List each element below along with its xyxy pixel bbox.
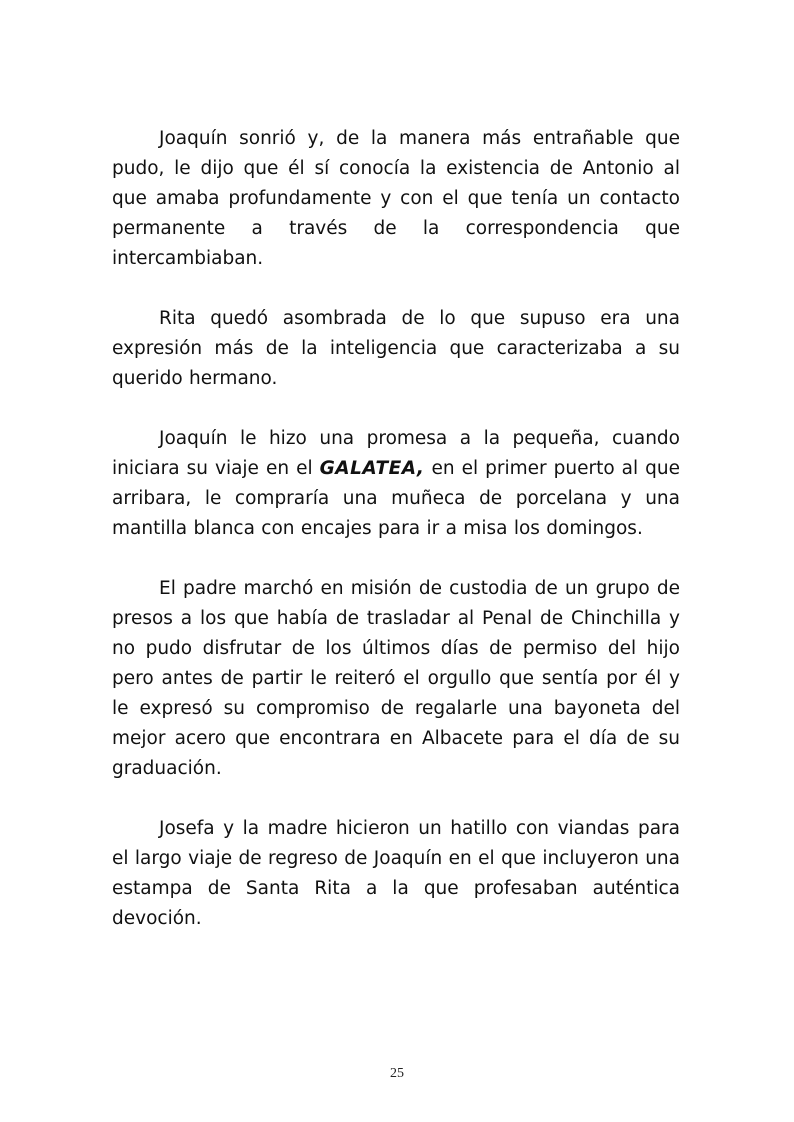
- paragraph-2: Rita quedó asombrada de lo que supuso era una expresión más de la inteligencia que caracterizaba a su querido hermano.: [112, 308, 680, 389]
- paragraph-3-after: en el primer puerto al que arribara, le compraría una muñeca de porcelana y una mantilla blanca con encajes para ir a misa los domingos.: [112, 458, 681, 539]
- paragraph-4: El padre marchó en misión de custodia de un grupo de presos a los que había de trasladar al Penal de Chinchilla y no pudo disfrutar de los últimos días de permiso del hijo pero antes de partir le reiteró el orgullo que sentía por él y le expresó su compromiso de regalarle una bayoneta del mejor acero que encontrara en Albacete para el día de su graduación.: [112, 578, 680, 779]
- page-body: [112, 124, 680, 964]
- paragraph-3-before: Joaquín le hizo una promesa a la pequeña, cuando iniciara su viaje en el: [112, 428, 680, 479]
- paragraph-3: [112, 424, 680, 544]
- paragraph-1: Joaquín sonrió y, de la manera más entrañable que pudo, le dijo que él sí conocía la existencia de Antonio al que amaba profundamente y con el que tenía un contacto permanente a través de la correspondencia que intercambiaban.: [112, 128, 680, 269]
- paragraph-5: Josefa y la madre hicieron un hatillo con viandas para el largo viaje de regreso de Joaquín en el que incluyeron una estampa de Santa Rita a la que profesaban auténtica devoción.: [112, 818, 680, 929]
- ship-name: GALATEA,: [319, 458, 425, 479]
- page-number: 25: [390, 1066, 404, 1081]
